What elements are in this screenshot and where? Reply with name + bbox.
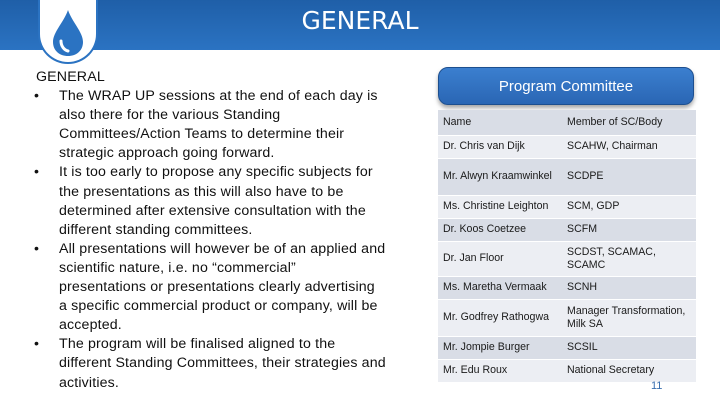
- general-heading: GENERAL: [36, 69, 105, 85]
- bullet-item: [36, 87, 386, 163]
- table-row: [438, 195, 696, 218]
- member-body: SCM, GDP: [562, 195, 696, 218]
- member-body: SCSIL: [562, 336, 696, 359]
- bullet-text: It is too early to propose any specific subjects for the presentations as this will also have to be determined after extensive consultation with the different standing committees.: [59, 164, 373, 238]
- table-row: [438, 276, 696, 299]
- bullet-icon: •: [34, 88, 40, 105]
- table-row: [438, 135, 696, 158]
- general-bullet-list: [36, 87, 386, 393]
- table-row: [438, 336, 696, 359]
- member-name: Ms. Maretha Vermaak: [438, 276, 562, 299]
- member-name: Mr. Godfrey Rathogwa: [438, 299, 562, 336]
- table-row: [438, 299, 696, 336]
- member-name: Dr. Koos Coetzee: [438, 218, 562, 241]
- slide-title: GENERAL: [301, 6, 419, 35]
- member-body: Manager Transformation, Milk SA: [562, 299, 696, 336]
- program-committee-title: Program Committee: [438, 67, 694, 105]
- table-row: [438, 158, 696, 195]
- bullet-icon: •: [34, 164, 40, 181]
- table-row: [438, 359, 696, 382]
- table-row: [438, 241, 696, 276]
- bullet-text: The program will be finalised aligned to the different Standing Committees, their strategies and activities.: [59, 336, 386, 391]
- member-name: Dr. Chris van Dijk: [438, 135, 562, 158]
- column-header-member: Member of SC/Body: [562, 110, 696, 135]
- table-header-row: [438, 110, 696, 135]
- bullet-item: [36, 335, 386, 392]
- member-name: Mr. Edu Roux: [438, 359, 562, 382]
- member-name: Ms. Christine Leighton: [438, 195, 562, 218]
- water-drop-icon: [50, 8, 86, 58]
- member-body: SCDPE: [562, 158, 696, 195]
- bullet-text: All presentations will however be of an applied and scientific nature, i.e. no “commercial” presentations or presentations clearly advertising a specific commercial product or company, will be accepted.: [59, 240, 386, 334]
- bullet-item: [36, 163, 386, 239]
- bullet-item: [36, 240, 386, 335]
- bullet-icon: •: [34, 336, 40, 353]
- member-name: Dr. Jan Floor: [438, 241, 562, 276]
- page-number: 11: [651, 380, 663, 392]
- bullet-text: The WRAP UP sessions at the end of each day is also there for the various Standing Committees/Action Teams to determine their strategic approach going forward.: [59, 88, 378, 162]
- table-row: [438, 218, 696, 241]
- general-text-block: [36, 68, 386, 393]
- member-body: SCDST, SCAMAC, SCAMC: [562, 241, 696, 276]
- column-header-name: Name: [438, 110, 562, 135]
- bullet-icon: •: [34, 240, 40, 257]
- member-body: National Secretary: [562, 359, 696, 382]
- member-body: SCAHW, Chairman: [562, 135, 696, 158]
- member-body: SCFM: [562, 218, 696, 241]
- member-body: SCNH: [562, 276, 696, 299]
- member-name: Mr. Jompie Burger: [438, 336, 562, 359]
- program-committee-table: [438, 110, 696, 383]
- member-name: Mr. Alwyn Kraamwinkel: [438, 158, 562, 195]
